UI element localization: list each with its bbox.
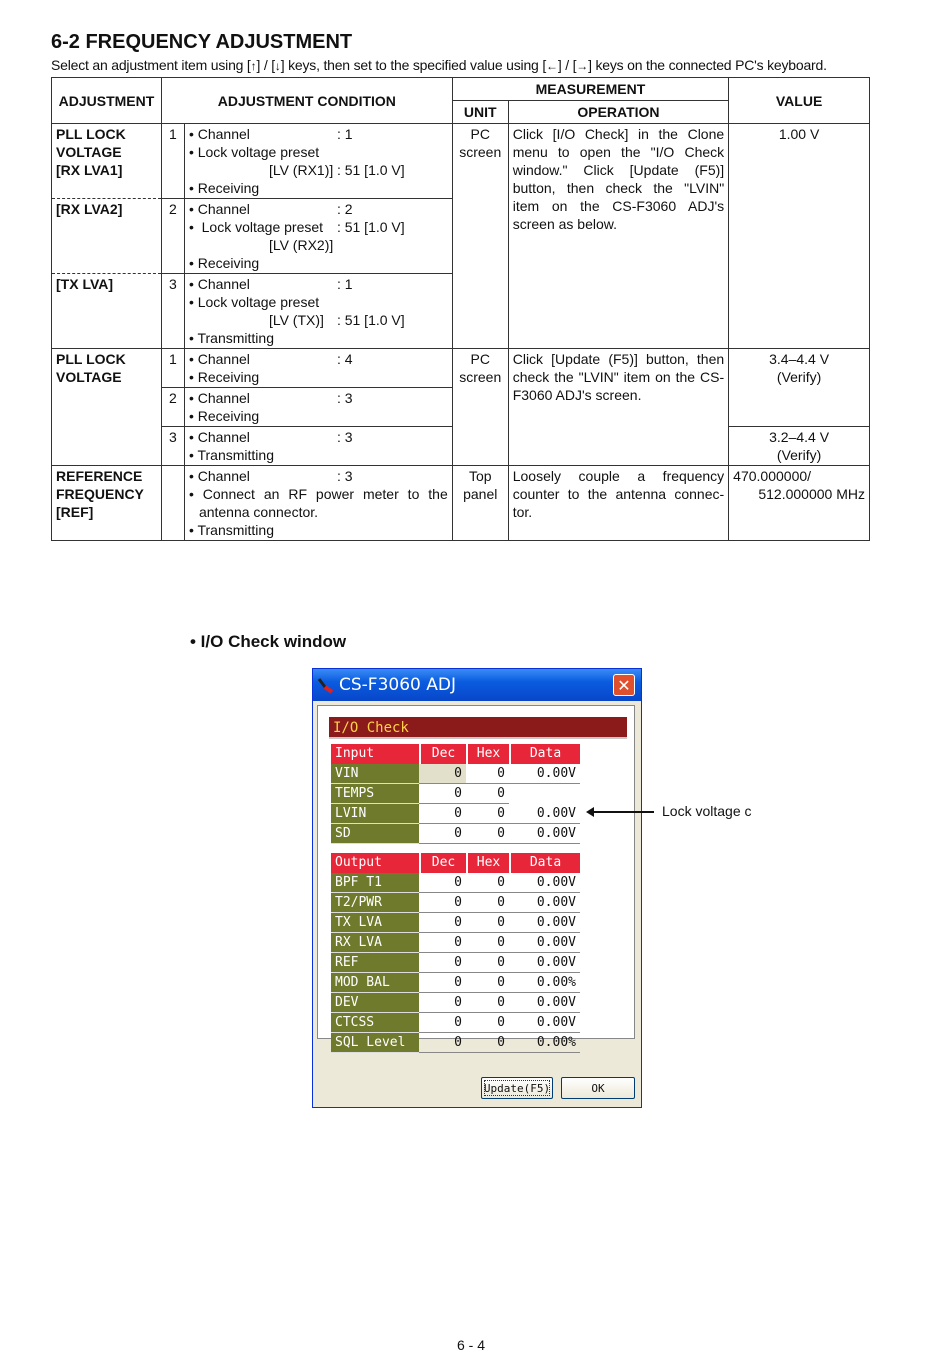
data-field: 0.00V <box>509 824 580 844</box>
row-label: RX LVA <box>331 933 419 953</box>
dec-field[interactable]: 0 <box>419 993 466 1013</box>
hex-field[interactable]: 0 <box>466 764 509 784</box>
hex-field[interactable]: 0 <box>466 893 509 913</box>
operation-cell: Loosely couple a frequency counter to the antenna connec-tor. <box>508 466 728 541</box>
row-label: REF <box>331 953 419 973</box>
adjustment-name: [RX LVA2] <box>52 199 162 274</box>
row-label: T2/PWR <box>331 893 419 913</box>
data-field: 0.00V <box>509 933 580 953</box>
data-field: 0.00V <box>509 764 580 784</box>
table-row <box>331 804 580 824</box>
table-row <box>52 349 870 388</box>
col-hex: Hex <box>466 744 509 764</box>
unit-cell: PC screen <box>452 349 508 466</box>
dec-field[interactable]: 0 <box>419 1013 466 1033</box>
row-label: BPF T1 <box>331 873 419 893</box>
col-dec: Dec <box>419 853 466 873</box>
data-field: 0.00V <box>509 873 580 893</box>
hex-field[interactable]: 0 <box>466 784 509 804</box>
table-row <box>331 913 580 933</box>
table-row <box>331 784 580 804</box>
output-grid <box>331 853 580 1053</box>
data-field: 0.00V <box>509 993 580 1013</box>
hex-field[interactable]: 0 <box>466 1033 509 1053</box>
io-check-panel <box>317 705 635 1050</box>
header-value: VALUE <box>729 78 870 124</box>
data-field: 0.00V <box>509 913 580 933</box>
step-number <box>161 466 184 541</box>
condition-cell: • Channel : 4 • Receiving <box>184 349 452 388</box>
window-titlebar[interactable] <box>313 669 641 701</box>
step-number: 2 <box>161 388 184 427</box>
data-field: 0.00% <box>509 1033 580 1053</box>
row-label: TEMPS <box>331 784 419 804</box>
input-grid <box>331 744 580 844</box>
hex-field[interactable]: 0 <box>466 873 509 893</box>
data-field: 0.00% <box>509 973 580 993</box>
row-label: VIN <box>331 764 419 784</box>
col-output: Output <box>335 855 382 870</box>
hex-field[interactable]: 0 <box>466 993 509 1013</box>
row-label: TX LVA <box>331 913 419 933</box>
adjustment-name: REFERENCE FREQUENCY [REF] <box>52 466 162 541</box>
condition-cell: • Channel : 1 • Lock voltage preset [LV (TX)] : 51 [1.0 V] • Transmitting <box>184 274 452 349</box>
hex-field[interactable]: 0 <box>466 804 509 824</box>
hex-field[interactable]: 0 <box>466 1013 509 1033</box>
condition-cell: • Channel : 3 • Transmitting <box>184 427 452 466</box>
table-row <box>331 993 580 1013</box>
col-data: Data <box>509 744 580 764</box>
table-row <box>331 1033 580 1053</box>
table-row <box>331 973 580 993</box>
panel-title: I/O Check <box>329 717 627 739</box>
header-adjustment: ADJUSTMENT <box>52 78 162 124</box>
unit-cell: Top panel <box>452 466 508 541</box>
value-cell: 1.00 V <box>729 124 870 349</box>
table-row <box>331 933 580 953</box>
header-condition: ADJUSTMENT CONDITION <box>161 78 452 124</box>
step-number: 1 <box>161 349 184 388</box>
step-number: 1 <box>161 124 184 199</box>
col-input: Input <box>335 746 375 761</box>
data-field: 0.00V <box>509 1013 580 1033</box>
update-button[interactable]: Update(F5) <box>481 1077 553 1099</box>
adjustment-table <box>51 77 870 541</box>
step-number: 3 <box>161 427 184 466</box>
dec-field[interactable]: 0 <box>419 953 466 973</box>
close-button[interactable]: ✕ <box>613 674 635 696</box>
condition-cell: • Channel : 3 • Connect an RF power meter to the antenna connector. • Transmitting <box>184 466 452 541</box>
dec-field[interactable]: 0 <box>419 893 466 913</box>
hex-field[interactable]: 0 <box>466 973 509 993</box>
operation-cell: Click [I/O Check] in the Clone menu to open the "I/O Check window." Click [Update (F5)] button, then check the "LVIN" item on the CS-F3060 ADJ's screen as below. <box>508 124 728 349</box>
row-label: MOD BAL <box>331 973 419 993</box>
hex-field[interactable]: 0 <box>466 824 509 844</box>
dec-field[interactable]: 0 <box>419 973 466 993</box>
callout-arrow-icon <box>588 811 654 813</box>
screwdriver-icon <box>317 676 335 694</box>
table-row <box>52 124 870 199</box>
hex-field[interactable]: 0 <box>466 933 509 953</box>
header-unit: UNIT <box>452 101 508 124</box>
col-dec: Dec <box>419 744 466 764</box>
row-label: LVIN <box>331 804 419 824</box>
col-data: Data <box>509 853 580 873</box>
dec-field[interactable]: 0 <box>419 784 466 804</box>
value-cell: 470.000000/ 512.000000 MHz <box>729 466 870 541</box>
table-header-row <box>52 78 870 101</box>
io-check-section-label: • I/O Check window <box>190 632 347 651</box>
dec-field[interactable]: 0 <box>419 933 466 953</box>
value-cell: 3.4–4.4 V (Verify) <box>729 349 870 427</box>
operation-cell: Click [Update (F5)] button, then check the "LVIN" item on the CS-F3060 ADJ's screen. <box>508 349 728 466</box>
adjustment-name: PLL LOCK VOLTAGE [RX LVA1] <box>52 124 162 199</box>
table-row <box>331 873 580 893</box>
adjustment-name: [TX LVA] <box>52 274 162 349</box>
value-cell: 3.2–4.4 V (Verify) <box>729 427 870 466</box>
row-label: SQL Level <box>331 1033 419 1053</box>
table-row <box>52 466 870 541</box>
condition-cell: • Channel : 3 • Receiving <box>184 388 452 427</box>
lock-voltage-callout: Lock voltage c <box>662 803 752 819</box>
data-field <box>509 784 580 804</box>
data-field: 0.00V <box>509 893 580 913</box>
io-check-window <box>312 668 642 1108</box>
row-label: SD <box>331 824 419 844</box>
condition-cell: • Channel : 2 • Lock voltage preset : 51 [1.0 V] [LV (RX2)] • Receiving <box>184 199 452 274</box>
input-header-row <box>331 744 580 764</box>
intro-text: Select an adjustment item using [↑] / [↓] keys, then set to the specified value using [←] / [→] keys on the connected PC's keyboard. <box>51 57 827 73</box>
table-row <box>331 824 580 844</box>
adjustment-name: PLL LOCK VOLTAGE <box>52 349 162 466</box>
data-field: 0.00V <box>509 953 580 973</box>
table-row <box>331 1013 580 1033</box>
hex-field[interactable]: 0 <box>466 953 509 973</box>
dec-field[interactable]: 0 <box>419 764 466 784</box>
section-heading: 6-2 FREQUENCY ADJUSTMENT <box>51 31 353 53</box>
dec-field[interactable]: 0 <box>419 824 466 844</box>
window-title: CS-F3060 ADJ <box>339 675 456 695</box>
col-hex: Hex <box>466 853 509 873</box>
step-number: 3 <box>161 274 184 349</box>
dec-field[interactable]: 0 <box>419 913 466 933</box>
page-number: 6 - 4 <box>457 1337 486 1353</box>
unit-cell: PC screen <box>452 124 508 349</box>
condition-cell: • Channel : 1 • Lock voltage preset [LV (RX1)] : 51 [1.0 V] • Receiving <box>184 124 452 199</box>
data-field: 0.00V <box>509 804 580 824</box>
step-number: 2 <box>161 199 184 274</box>
output-header-row <box>331 853 580 873</box>
row-label: DEV <box>331 993 419 1013</box>
hex-field[interactable]: 0 <box>466 913 509 933</box>
header-measurement: MEASUREMENT <box>452 78 728 101</box>
dec-field[interactable]: 0 <box>419 1033 466 1053</box>
dec-field[interactable]: 0 <box>419 873 466 893</box>
dec-field[interactable]: 0 <box>419 804 466 824</box>
table-row <box>331 764 580 784</box>
table-row <box>331 893 580 913</box>
header-operation: OPERATION <box>508 101 728 124</box>
table-row <box>331 953 580 973</box>
ok-button[interactable]: OK <box>561 1077 635 1099</box>
row-label: CTCSS <box>331 1013 419 1033</box>
